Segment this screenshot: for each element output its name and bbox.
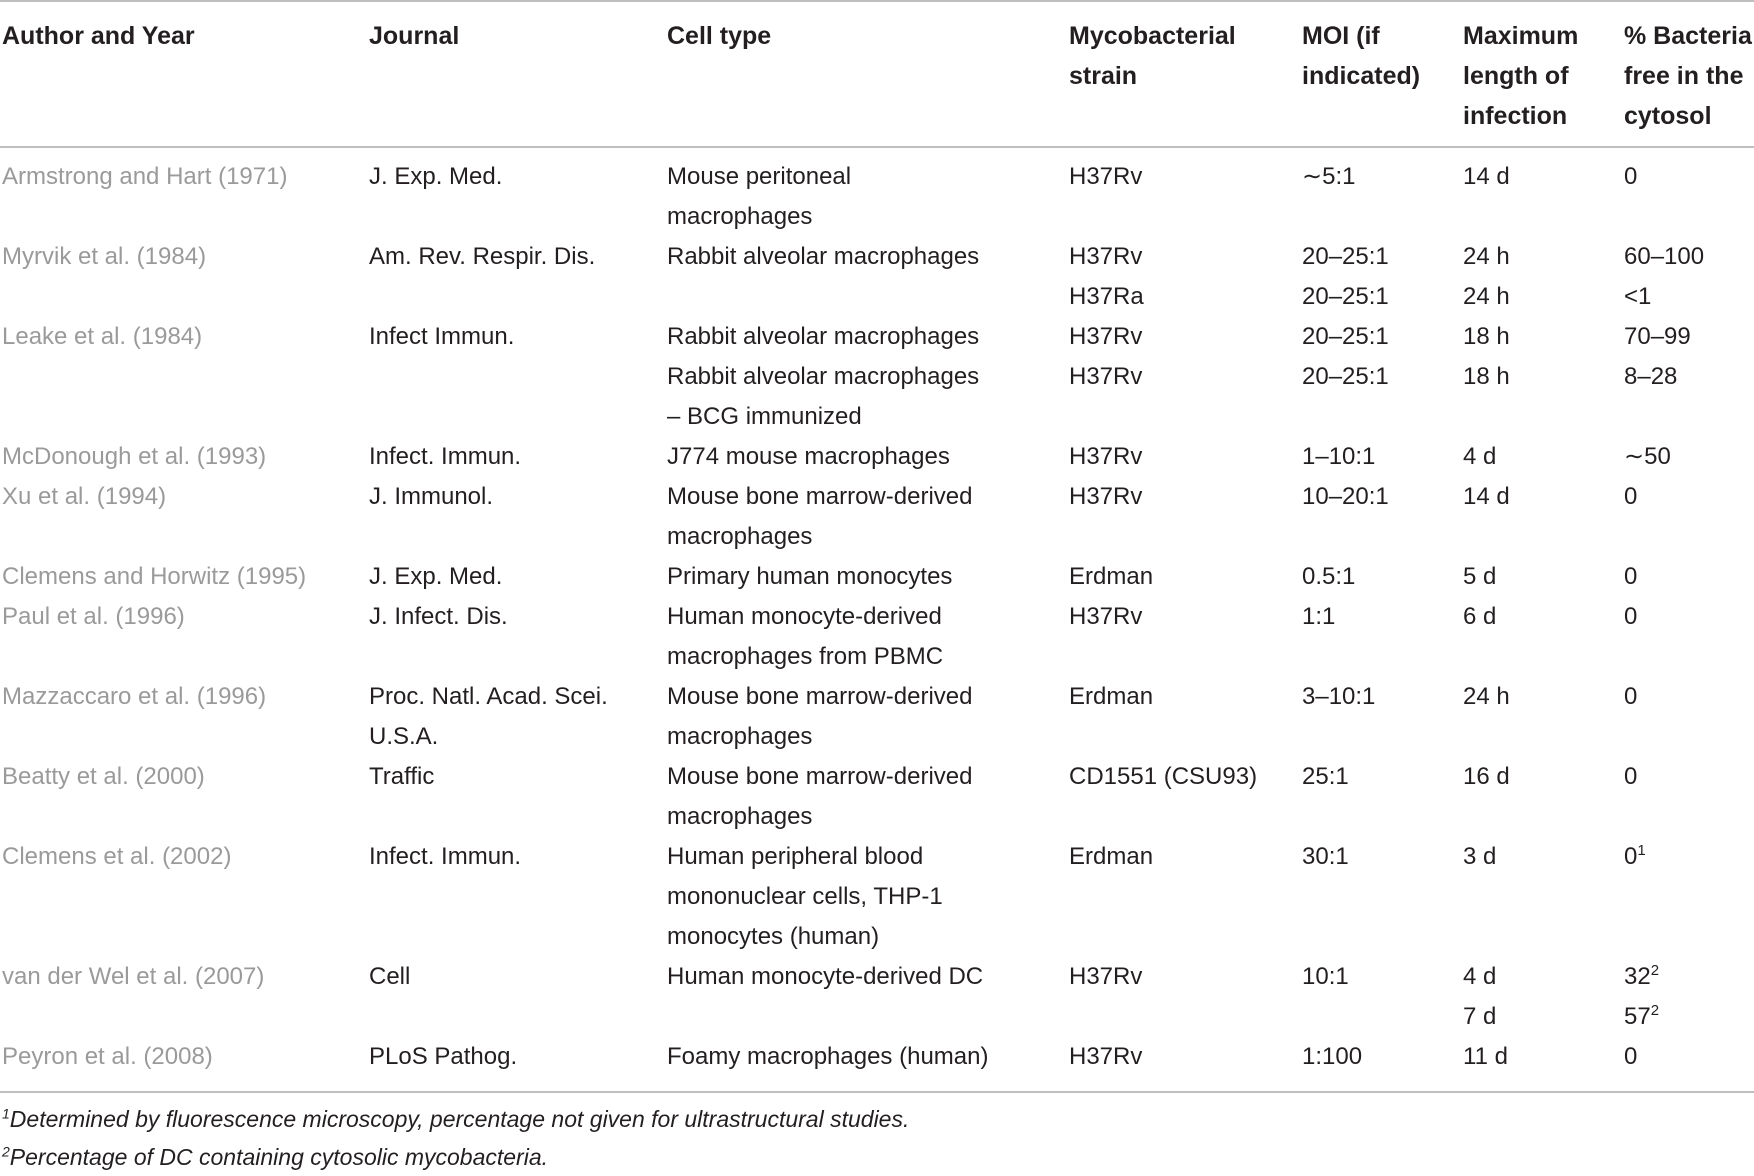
- cell-author-year: [0, 477, 369, 557]
- cell-cell-type-text: Rabbit alveolar macrophages: [667, 323, 980, 350]
- table-row: [0, 557, 1754, 597]
- cell-bacteria-free: [1624, 437, 1754, 477]
- cell-strain-text: CD1551 (CSU93): [1069, 763, 1258, 790]
- cell-cell-type-text: Human monocyte-derived macrophages from PBMC: [667, 603, 944, 670]
- cell-journal-text: Am. Rev. Respir. Dis.: [369, 243, 596, 270]
- table-row: [0, 597, 1754, 677]
- cell-cell-type: [667, 997, 1069, 1037]
- cell-length-text: 18 h: [1463, 363, 1510, 390]
- cell-author-year: [0, 357, 369, 437]
- cell-moi: [1302, 437, 1463, 477]
- cell-author-year-text: Beatty et al. (2000): [2, 763, 205, 790]
- cell-strain: [1069, 317, 1302, 357]
- footnote-2: $^2$Percentage of DC containing cytosolic mycobacteria.: [2, 1143, 549, 1170]
- table-row: [0, 837, 1754, 957]
- table-row: [0, 957, 1754, 997]
- cell-author-year: [0, 147, 369, 237]
- cell-strain-text: H37Rv: [1069, 243, 1143, 270]
- cell-author-year-text: Clemens and Horwitz (1995): [2, 563, 307, 590]
- footnote-marker: 2: [1650, 962, 1660, 979]
- cell-strain-text: H37Ra: [1069, 283, 1144, 310]
- cell-strain-text: H37Rv: [1069, 163, 1143, 190]
- cell-journal: [369, 557, 667, 597]
- cell-journal-text: Proc. Natl. Acad. Scei. U.S.A.: [369, 683, 608, 750]
- cell-strain-text: Erdman: [1069, 683, 1154, 710]
- cell-moi: [1302, 757, 1463, 837]
- cell-author-year-text: Myrvik et al. (1984): [2, 243, 207, 270]
- cell-length-text: 18 h: [1463, 323, 1510, 350]
- cell-cell-type: [667, 1037, 1069, 1092]
- cell-length: [1463, 677, 1624, 757]
- cell-bacteria-free-text: 0: [1624, 763, 1638, 790]
- header-moi: MOI (if indicated): [1302, 22, 1421, 90]
- cell-bacteria-free-text: <1: [1624, 283, 1652, 310]
- cell-cell-type-text: Mouse bone marrow-derived macrophages: [667, 683, 973, 750]
- cell-author-year: [0, 677, 369, 757]
- cell-journal: [369, 317, 667, 357]
- cell-cell-type: [667, 277, 1069, 317]
- cell-author-year-text: Clemens et al. (2002): [2, 843, 232, 870]
- cell-moi-text: 1:1: [1302, 603, 1336, 630]
- cell-moi: [1302, 837, 1463, 957]
- table-row: [0, 357, 1754, 437]
- cell-cell-type-text: Mouse peritoneal macrophages: [667, 163, 852, 230]
- cell-author-year: [0, 597, 369, 677]
- cell-journal: [369, 837, 667, 957]
- cell-journal: [369, 237, 667, 277]
- footnote-marker: 2: [1650, 1002, 1660, 1019]
- cell-strain-text: H37Rv: [1069, 323, 1143, 350]
- cell-journal-text: J. Exp. Med.: [369, 563, 503, 590]
- table-row: [0, 277, 1754, 317]
- cell-moi: [1302, 557, 1463, 597]
- cell-bacteria-free-text: 0: [1624, 483, 1638, 510]
- table-row: [0, 237, 1754, 277]
- header-bacteria-free: % Bacteria free in the cytosol: [1624, 22, 1752, 130]
- cell-moi-text: 3–10:1: [1302, 683, 1376, 710]
- cell-length: [1463, 437, 1624, 477]
- cell-length-text: 7 d: [1463, 1003, 1497, 1030]
- cell-journal: [369, 147, 667, 237]
- cell-cell-type: [667, 597, 1069, 677]
- cell-cell-type-text: Rabbit alveolar macrophages: [667, 243, 980, 270]
- cell-moi: [1302, 237, 1463, 277]
- cell-moi-text: 25:1: [1302, 763, 1349, 790]
- cell-bacteria-free: [1624, 357, 1754, 437]
- cell-bacteria-free: [1624, 1037, 1754, 1092]
- cell-strain: [1069, 147, 1302, 237]
- cell-journal: [369, 677, 667, 757]
- cell-bacteria-free-text: 70–99: [1624, 323, 1691, 350]
- cell-cell-type: [667, 477, 1069, 557]
- cell-length: [1463, 957, 1624, 997]
- cell-author-year-text: Mazzaccaro et al. (1996): [2, 683, 267, 710]
- cell-bacteria-free: [1624, 597, 1754, 677]
- cell-moi: [1302, 277, 1463, 317]
- cell-strain: [1069, 557, 1302, 597]
- cell-length: [1463, 147, 1624, 237]
- header-cell-type: Cell type: [667, 22, 772, 50]
- cell-bacteria-free-text: 0: [1624, 563, 1638, 590]
- cell-length-text: 4 d: [1463, 443, 1497, 470]
- cell-strain-text: H37Rv: [1069, 443, 1143, 470]
- cell-moi-text: 10:1: [1302, 963, 1349, 990]
- cell-length: [1463, 477, 1624, 557]
- cell-cell-type: [667, 237, 1069, 277]
- cell-moi-text: 1:100: [1302, 1043, 1363, 1070]
- cell-strain-text: H37Rv: [1069, 483, 1143, 510]
- table-row: [0, 147, 1754, 237]
- cell-journal: [369, 1037, 667, 1092]
- cell-bacteria-free: [1624, 957, 1754, 997]
- cell-strain: [1069, 677, 1302, 757]
- cell-bacteria-free-text: ∼50: [1624, 443, 1671, 470]
- cell-author-year-text: Xu et al. (1994): [2, 483, 167, 510]
- cell-strain: [1069, 357, 1302, 437]
- cell-cell-type: [667, 437, 1069, 477]
- cell-bacteria-free-text: 0: [1624, 603, 1638, 630]
- cell-length: [1463, 557, 1624, 597]
- header-max-length: Maximum length of infection: [1463, 22, 1579, 130]
- cell-bacteria-free-text: 57: [1624, 1003, 1651, 1030]
- cell-length-text: 3 d: [1463, 843, 1497, 870]
- cell-bacteria-free: [1624, 677, 1754, 757]
- cell-strain: [1069, 237, 1302, 277]
- table-row: [0, 757, 1754, 837]
- cell-journal: [369, 957, 667, 997]
- cell-journal: [369, 997, 667, 1037]
- cell-strain: [1069, 437, 1302, 477]
- cell-bacteria-free-text: 0: [1624, 683, 1638, 710]
- cell-cell-type-text: J774 mouse macrophages: [667, 443, 950, 470]
- cell-moi-text: 0.5:1: [1302, 563, 1356, 590]
- cell-length-text: 6 d: [1463, 603, 1497, 630]
- cell-length-text: 11 d: [1463, 1043, 1508, 1070]
- cell-cell-type-text: Human peripheral blood mononuclear cells, THP-1 monocytes (human): [667, 843, 943, 950]
- cell-bacteria-free-text: 0: [1624, 163, 1638, 190]
- cell-length-text: 5 d: [1463, 563, 1497, 590]
- cell-bacteria-free: [1624, 557, 1754, 597]
- cell-length: [1463, 277, 1624, 317]
- cell-length: [1463, 997, 1624, 1037]
- cell-moi: [1302, 1037, 1463, 1092]
- cell-author-year: [0, 317, 369, 357]
- cell-cell-type: [667, 837, 1069, 957]
- cell-journal-text: J. Infect. Dis.: [369, 603, 508, 630]
- cell-strain: [1069, 957, 1302, 997]
- cell-length: [1463, 237, 1624, 277]
- cell-strain-text: H37Rv: [1069, 1043, 1143, 1070]
- cell-strain: [1069, 477, 1302, 557]
- cell-cell-type: [667, 357, 1069, 437]
- cell-bacteria-free: [1624, 997, 1754, 1037]
- cell-strain: [1069, 837, 1302, 957]
- cell-length-text: 14 d: [1463, 163, 1510, 190]
- cell-bacteria-free-text: 8–28: [1624, 363, 1678, 390]
- cell-bacteria-free-text: 0: [1624, 1043, 1638, 1070]
- cell-length: [1463, 757, 1624, 837]
- cell-cell-type: [667, 557, 1069, 597]
- cell-author-year: [0, 1037, 369, 1092]
- cell-moi: [1302, 147, 1463, 237]
- cell-strain: [1069, 1037, 1302, 1092]
- cell-journal-text: Traffic: [369, 763, 435, 790]
- cell-bacteria-free-text: 32: [1624, 963, 1651, 990]
- cell-moi-text: 1–10:1: [1302, 443, 1376, 470]
- cell-bacteria-free-text: 0: [1624, 843, 1638, 870]
- cell-cell-type: [667, 147, 1069, 237]
- cell-length-text: 24 h: [1463, 683, 1510, 710]
- cell-moi: [1302, 597, 1463, 677]
- cell-author-year: [0, 757, 369, 837]
- table-body: [0, 147, 1754, 1092]
- header-row: [0, 1, 1754, 147]
- cell-author-year: [0, 277, 369, 317]
- header-journal: Journal: [369, 22, 460, 50]
- cell-author-year-text: Leake et al. (1984): [2, 323, 203, 350]
- cell-cell-type: [667, 677, 1069, 757]
- cell-moi: [1302, 317, 1463, 357]
- cell-journal-text: Infect. Immun.: [369, 843, 522, 870]
- cell-cell-type: [667, 757, 1069, 837]
- cell-strain-text: H37Rv: [1069, 963, 1143, 990]
- cell-cell-type-text: Primary human monocytes: [667, 563, 953, 590]
- cell-bacteria-free: [1624, 237, 1754, 277]
- cell-length-text: 14 d: [1463, 483, 1510, 510]
- header-mycobacterial-strain: Mycobacterial strain: [1069, 22, 1236, 90]
- cell-bacteria-free: [1624, 837, 1754, 957]
- cell-length-text: 24 h: [1463, 283, 1510, 310]
- cell-journal: [369, 597, 667, 677]
- cell-strain-text: H37Rv: [1069, 363, 1143, 390]
- cell-strain-text: Erdman: [1069, 563, 1154, 590]
- cell-author-year-text: McDonough et al. (1993): [2, 443, 267, 470]
- cell-author-year-text: Armstrong and Hart (1971): [2, 163, 288, 190]
- cell-cell-type-text: Mouse bone marrow-derived macrophages: [667, 763, 973, 830]
- cell-author-year: [0, 557, 369, 597]
- cell-moi-text: 20–25:1: [1302, 243, 1389, 270]
- cell-journal-text: Infect. Immun.: [369, 443, 522, 470]
- cell-author-year-text: Paul et al. (1996): [2, 603, 185, 630]
- cell-moi-text: ∼5:1: [1302, 163, 1356, 190]
- cell-strain: [1069, 277, 1302, 317]
- cell-strain-text: H37Rv: [1069, 603, 1143, 630]
- cell-cell-type-text: Human monocyte-derived DC: [667, 963, 984, 990]
- cell-moi: [1302, 357, 1463, 437]
- table-row: [0, 317, 1754, 357]
- cell-moi: [1302, 957, 1463, 997]
- cell-moi: [1302, 477, 1463, 557]
- header-author-year: Author and Year: [2, 22, 195, 50]
- cell-journal-text: J. Exp. Med.: [369, 163, 503, 190]
- cell-moi-text: 20–25:1: [1302, 323, 1389, 350]
- cell-bacteria-free: [1624, 477, 1754, 557]
- cell-journal: [369, 277, 667, 317]
- cell-journal: [369, 437, 667, 477]
- cell-author-year: [0, 957, 369, 997]
- cell-bacteria-free-text: 60–100: [1624, 243, 1705, 270]
- footnote-marker: 1: [1637, 842, 1646, 859]
- table-row: [0, 437, 1754, 477]
- cell-moi: [1302, 997, 1463, 1037]
- cell-bacteria-free: [1624, 317, 1754, 357]
- cell-length: [1463, 1037, 1624, 1092]
- cell-author-year-text: Peyron et al. (2008): [2, 1043, 213, 1070]
- cell-author-year: [0, 237, 369, 277]
- cell-strain-text: Erdman: [1069, 843, 1154, 870]
- cell-length-text: 4 d: [1463, 963, 1497, 990]
- cell-journal-text: PLoS Pathog.: [369, 1043, 518, 1070]
- cell-strain: [1069, 757, 1302, 837]
- cell-bacteria-free: [1624, 277, 1754, 317]
- cell-moi-text: 10–20:1: [1302, 483, 1389, 510]
- cell-author-year-text: van der Wel et al. (2007): [2, 963, 265, 990]
- table-row: [0, 677, 1754, 757]
- cell-moi-text: 30:1: [1302, 843, 1349, 870]
- cell-journal-text: J. Immunol.: [369, 483, 494, 510]
- cell-strain: [1069, 597, 1302, 677]
- footnotes: [2, 1100, 909, 1176]
- table-row: [0, 1037, 1754, 1092]
- cell-length: [1463, 317, 1624, 357]
- cell-cell-type: [667, 957, 1069, 997]
- cell-moi-text: 20–25:1: [1302, 283, 1389, 310]
- cell-bacteria-free: [1624, 147, 1754, 237]
- cell-length: [1463, 597, 1624, 677]
- cell-journal: [369, 477, 667, 557]
- cell-journal-text: Cell: [369, 963, 411, 990]
- cell-bacteria-free: [1624, 757, 1754, 837]
- cell-length-text: 16 d: [1463, 763, 1510, 790]
- cell-journal: [369, 357, 667, 437]
- cell-cell-type-text: Mouse bone marrow-derived macrophages: [667, 483, 973, 550]
- cell-moi-text: 20–25:1: [1302, 363, 1389, 390]
- cell-length: [1463, 837, 1624, 957]
- cell-journal: [369, 757, 667, 837]
- cell-moi: [1302, 677, 1463, 757]
- cell-author-year: [0, 997, 369, 1037]
- cell-journal-text: Infect Immun.: [369, 323, 515, 350]
- cell-length-text: 24 h: [1463, 243, 1510, 270]
- footnote-1: $^1$Determined by fluorescence microscopy, percentage not given for ultrastructural studies.: [2, 1105, 910, 1132]
- cell-strain: [1069, 997, 1302, 1037]
- table-row: [0, 477, 1754, 557]
- cell-length: [1463, 357, 1624, 437]
- cell-cell-type-text: Foamy macrophages (human): [667, 1043, 989, 1070]
- cell-author-year: [0, 837, 369, 957]
- table-row: [0, 997, 1754, 1037]
- cell-cell-type-text: Rabbit alveolar macrophages – BCG immunized: [667, 363, 980, 430]
- cell-cell-type: [667, 317, 1069, 357]
- cell-author-year: [0, 437, 369, 477]
